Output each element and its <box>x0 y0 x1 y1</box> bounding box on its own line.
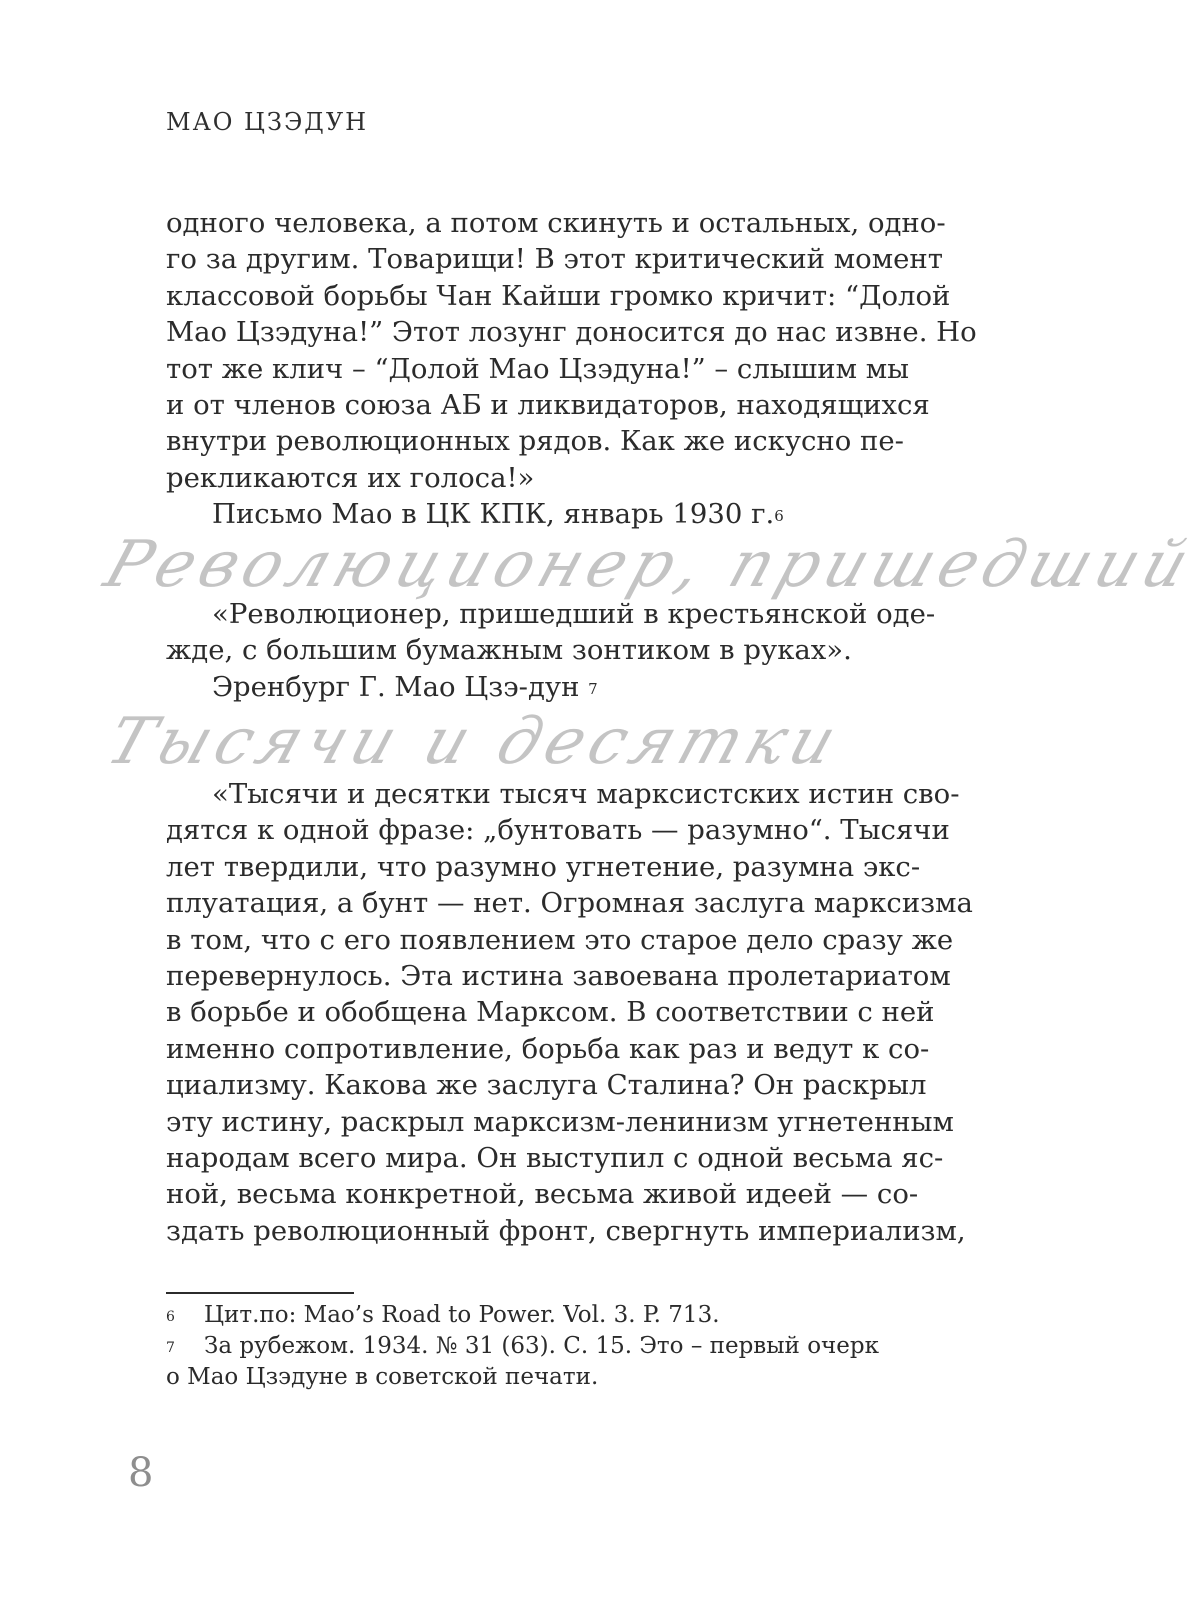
text-line: эту истину, раскрыл марксизм-ленинизм угнетенным <box>166 1105 954 1138</box>
text-line: перевернулось. Эта истина завоевана пролетариатом <box>166 960 951 993</box>
running-head: МАО ЦЗЭДУН <box>166 108 369 136</box>
text-line: здать революционный фронт, свергнуть империализм, <box>166 1214 966 1247</box>
text-line: плуатация, а бунт — нет. Огромная заслуга марксизма <box>166 887 973 920</box>
citation-text: Письмо Мао в ЦК КПК, январь 1930 г. <box>212 498 775 531</box>
quote-block-3 <box>166 776 973 1249</box>
text-line: «Революционер, пришедший в крестьянской оде- <box>212 598 936 630</box>
page-number: 8 <box>128 1450 154 1496</box>
footnote-7-continued: о Мао Цзэдуне в советской печати. <box>166 1364 599 1390</box>
text-line: одного человека, а потом скинуть и остальных, одно- <box>166 207 946 239</box>
text-line: в борьбе и обобщена Марксом. В соответствии с ней <box>166 996 935 1029</box>
text-line: и от членов союза АБ и ликвидаторов, находящихся <box>166 389 930 422</box>
text-line: ной, весьма конкретной, весьма живой идеей — со- <box>166 1178 919 1211</box>
text-line: циализму. Какова же заслуга Сталина? Он раскрыл <box>166 1069 927 1102</box>
quote-block-1 <box>166 205 977 533</box>
footnote-number: 6 <box>166 1309 175 1325</box>
footnote-text: За рубежом. 1934. № 31 (63). С. 15. Это – первый очерк <box>204 1333 879 1359</box>
text-line: в том, что с его появлением это старое дело сразу же <box>166 923 954 956</box>
footnote-7 <box>166 1331 879 1362</box>
citation <box>166 669 859 705</box>
text-line: рекликаются их голоса!» <box>166 461 535 494</box>
footnote-divider <box>166 1292 354 1294</box>
text-line: жде, с большим бумажным зонтиком в руках». <box>166 634 852 667</box>
footnote-text: Цит.по: Mao’s Road to Power. Vol. 3. P. 713. <box>204 1302 720 1328</box>
text-line: «Тысячи и десятки тысяч марксистских истин сво- <box>212 778 960 810</box>
citation-text: Эренбург Г. Мао Цзэ-дун <box>212 670 580 703</box>
text-line: го за другим. Товарищи! В этот критический момент <box>166 243 943 276</box>
footnote-number: 7 <box>166 1340 175 1356</box>
text-line: внутри революционных рядов. Как же искусно пе- <box>166 425 904 458</box>
text-line: классовой борьбы Чан Кайши громко кричит: “Долой <box>166 279 951 312</box>
footnote-ref: 7 <box>588 679 598 698</box>
text-line: народам всего мира. Он выступил с одной весьма яс- <box>166 1142 944 1175</box>
quote-block-2 <box>166 596 936 705</box>
footnote-6 <box>166 1300 859 1331</box>
decorative-script-heading: Революционер, пришедший <box>95 528 1203 602</box>
text-line: лет твердили, что разумно угнетение, разумна экс- <box>166 850 921 883</box>
text-line: тот же клич – “Долой Мао Цзэдуна!” – слышим мы <box>166 352 909 385</box>
text-line: Мао Цзэдуна!” Этот лозунг доносится до нас извне. Но <box>166 316 977 349</box>
footnotes <box>166 1300 879 1393</box>
footnote-ref: 6 <box>774 507 784 526</box>
decorative-script-heading: Тысячи и десятки <box>97 705 851 779</box>
text-line: именно сопротивление, борьба как раз и ведут к со- <box>166 1032 930 1065</box>
text-line: дятся к одной фразе: „бунтовать — разумно“. Тысячи <box>166 814 950 847</box>
